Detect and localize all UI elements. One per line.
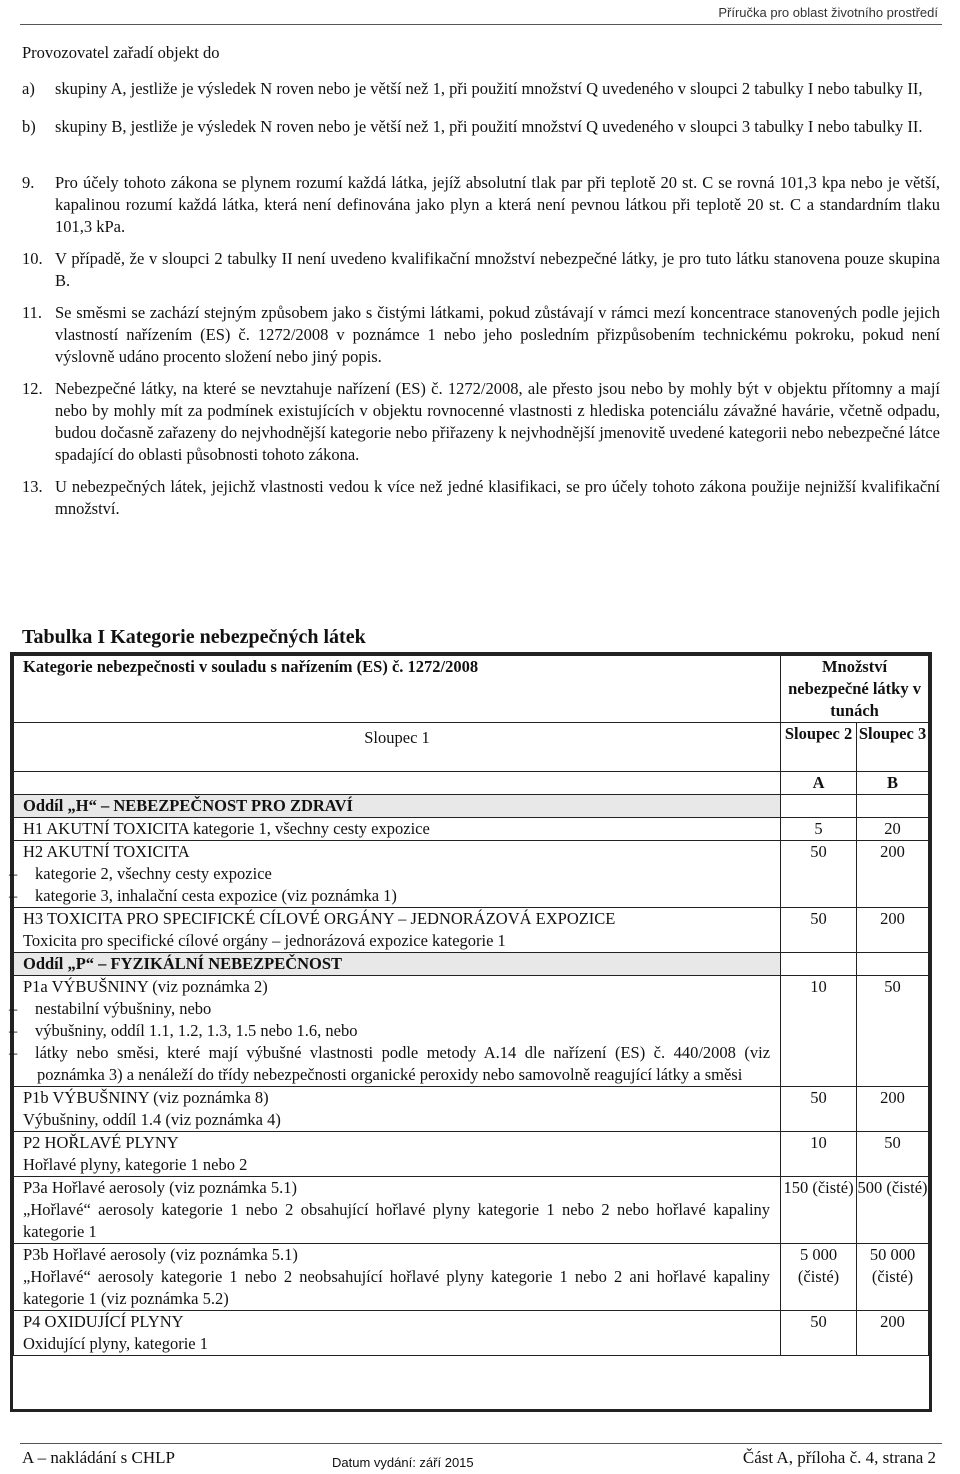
quantity-column-b: 50: [857, 976, 929, 1087]
column-1-label: Sloupec 1: [14, 723, 781, 772]
quantity-column-b: 50 000 (čisté): [857, 1244, 929, 1311]
item-marker: 12.: [22, 379, 43, 398]
table-header-row: [14, 656, 929, 723]
category-line: H1 AKUTNÍ TOXICITA kategorie 1, všechny cesty expozice: [23, 819, 430, 838]
dash-bullet: –: [9, 864, 18, 883]
quantity-column-b: 20: [857, 818, 929, 841]
category-cell: [14, 1244, 781, 1311]
category-cell: [14, 1177, 781, 1244]
table-header-label: Kategorie nebezpečnosti v souladu s nařízením (ES) č. 1272/2008: [14, 656, 781, 723]
dash-bullet: –: [9, 1043, 18, 1062]
table-header-unit: Množství nebezpečné látky v tunách: [781, 656, 929, 723]
category-cell: [9, 976, 781, 1087]
table-row: [14, 818, 929, 841]
quantity-column-a: 10: [781, 976, 857, 1087]
table-ab-row: [14, 772, 929, 795]
category-cell: [14, 908, 781, 953]
table-section-row: [14, 795, 929, 818]
table-row: [14, 1087, 929, 1132]
dash-text: výbušniny, oddíl 1.1, 1.2, 1.3, 1.5 nebo 1.6, nebo: [35, 1021, 358, 1040]
ab-row-blank: [14, 772, 781, 795]
column-a-label: A: [781, 772, 857, 795]
category-line: Toxicita pro specifické cílové orgány – jednorázová expozice kategorie 1: [23, 931, 506, 950]
item-text: skupiny B, jestliže je výsledek N roven nebo je větší než 1, při použití množství Q uvedeného v sloupci 3 tabulky I nebo tabulky II.: [55, 117, 923, 136]
table-row: [14, 1311, 929, 1356]
category-cell: [14, 1311, 781, 1356]
quantity-column-b: 500 (čisté): [857, 1177, 929, 1244]
dash-text: látky nebo směsi, které mají výbušné vlastnosti podle metody A.14 dle nařízení (ES) č. 440/2008 (viz poznámka 3) a nenáleží do třídy nebezpečnosti organické peroxidy nebo samovolně reagující látky a směsi: [35, 1043, 771, 1084]
quantity-column-a: 5: [781, 818, 857, 841]
category-line: H3 TOXICITA PRO SPECIFICKÉ CÍLOVÉ ORGÁNY – JEDNORÁZOVÁ EXPOZICE: [23, 909, 616, 928]
table-row: [14, 1177, 929, 1244]
table-row: [14, 1244, 929, 1311]
category-line: „Hořlavé“ aerosoly kategorie 1 nebo 2 neobsahující hořlavé plyny kategorie 1 nebo 2 ani hořlavé kapaliny kategorie 1 (viz poznámka 5.2): [23, 1267, 771, 1308]
table-section-row: [14, 953, 929, 976]
quantity-column-a: 50: [781, 1311, 857, 1356]
footer-left: A – nakládání s CHLP: [22, 1448, 175, 1467]
item-marker: 13.: [22, 477, 43, 496]
category-line: P3b Hořlavé aerosoly (viz poznámka 5.1): [23, 1245, 298, 1264]
dash-text: kategorie 2, všechny cesty expozice: [35, 864, 272, 883]
category-cell: [14, 1087, 781, 1132]
item-text: V případě, že v sloupci 2 tabulky II není uvedeno kvalifikační množství nebezpečné látky, je pro tuto látku stanovena pouze skupina B.: [55, 249, 940, 290]
table-title: Tabulka I Kategorie nebezpečných látek: [22, 626, 366, 648]
category-dash-line: [9, 1020, 770, 1042]
table-row: [14, 908, 929, 953]
category-dash-line: [9, 1042, 771, 1086]
column-2-label: Sloupec 2: [781, 723, 857, 772]
page-header-title: Příručka pro oblast životního prostředí: [718, 5, 938, 20]
quantity-column-b: 200: [857, 841, 929, 908]
numbered-item: [22, 476, 940, 520]
footer-page-info: Část A, příloha č. 4, strana 2: [742, 1448, 936, 1467]
quantity-column-a: 10: [781, 1132, 857, 1177]
category-line: P3a Hořlavé aerosoly (viz poznámka 5.1): [23, 1178, 297, 1197]
section-blank: [781, 795, 857, 818]
category-cell: [14, 1132, 781, 1177]
quantity-column-a: 50: [781, 908, 857, 953]
section-blank: [781, 953, 857, 976]
footer-date: Datum vydání: září 2015: [332, 1455, 474, 1470]
quantity-column-a: 50: [781, 1087, 857, 1132]
footer-divider: [20, 1443, 942, 1444]
header-divider: [20, 24, 942, 25]
item-text: U nebezpečných látek, jejichž vlastnosti vedou k více než jedné klasifikaci, se pro účely tohoto zákona použije nejnižší kvalifikační množství.: [55, 477, 940, 518]
section-blank: [857, 795, 929, 818]
item-text: Se směsmi se zachází stejným způsobem jako s čistými látkami, pokud zůstávají v rámci mezí koncentrace stanovených podle jejich vlastností nařízením (ES) č. 1272/2008 v poznámce 1 nebo jeho posledním přizpůsobením technickému pokroku, pokud není výslovně udáno procento složení nebo jiný popis.: [55, 303, 940, 366]
section-label: Oddíl „H“ – NEBEZPEČNOST PRO ZDRAVÍ: [14, 795, 781, 818]
dash-text: kategorie 3, inhalační cesta expozice (viz poznámka 1): [35, 886, 397, 905]
category-line: P4 OXIDUJÍCÍ PLYNY: [23, 1312, 184, 1331]
item-marker: 10.: [22, 249, 43, 268]
category-line: Výbušniny, oddíl 1.4 (viz poznámka 4): [23, 1110, 281, 1129]
numbered-item: [22, 378, 940, 466]
lettered-item: [22, 116, 940, 138]
category-line: Hořlavé plyny, kategorie 1 nebo 2: [23, 1155, 248, 1174]
category-line: Oxidující plyny, kategorie 1: [23, 1334, 208, 1353]
quantity-column-a: 5 000 (čisté): [781, 1244, 857, 1311]
quantity-column-b: 50: [857, 1132, 929, 1177]
dash-text: nestabilní výbušniny, nebo: [35, 999, 212, 1018]
numbered-item: [22, 248, 940, 292]
table-row: [14, 841, 929, 908]
quantity-column-a: 150 (čisté): [781, 1177, 857, 1244]
table-row: [14, 1132, 929, 1177]
item-marker: 11.: [22, 303, 43, 322]
category-line: „Hořlavé“ aerosoly kategorie 1 nebo 2 obsahující hořlavé plyny kategorie 1 nebo 2 nebo hořlavé kapaliny kategorie 1: [23, 1200, 771, 1241]
table-row: [14, 976, 929, 1087]
dash-bullet: –: [9, 1021, 18, 1040]
lettered-item: [22, 78, 940, 100]
category-dash-line: [9, 998, 770, 1020]
item-marker: a): [22, 79, 35, 98]
item-text: Pro účely tohoto zákona se plynem rozumí každá látka, jejíž absolutní tlak par při teplotě 20 st. C se rovná 101,3 kpa nebo je větší, kapalinou rozumí každá látka, která není definována jako plyn a která není pevnou látkou při teplotě 20 st. C a standardním tlaku 101,3 kPa.: [55, 173, 940, 236]
table-column-row: [14, 723, 929, 772]
category-dash-line: [9, 885, 770, 907]
quantity-column-b: 200: [857, 1311, 929, 1356]
category-cell: [9, 841, 781, 908]
column-b-label: B: [857, 772, 929, 795]
numbered-item: [22, 172, 940, 238]
column-3-label: Sloupec 3: [857, 723, 929, 772]
quantity-column-a: 50: [781, 841, 857, 908]
body-text: [22, 42, 940, 530]
category-cell: [14, 818, 781, 841]
category-line: P2 HOŘLAVÉ PLYNY: [23, 1133, 179, 1152]
section-blank: [857, 953, 929, 976]
category-line: P1a VÝBUŠNINY (viz poznámka 2): [23, 977, 268, 996]
item-text: Nebezpečné látky, na které se nevztahuje nařízení (ES) č. 1272/2008, ale přesto jsou nebo by mohly být v objektu přítomny a mají nebo by mohly mít za podmínek existujících v objektu rovnocenné vlastnosti z hlediska potenciálu závažné havárie, včetně odpadu, budou dočasně zařazeny do nejvhodnější kategorie nebo přiřazeny k nejvhodnější jmenovitě uvedené kategorii nebo nebezpečné látce spadající do oblasti působnosti tohoto zákona.: [55, 379, 940, 464]
numbered-item: [22, 302, 940, 368]
item-text: skupiny A, jestliže je výsledek N roven nebo je větší než 1, při použití množství Q uvedeného v sloupci 2 tabulky I nebo tabulky II,: [55, 79, 923, 98]
item-marker: 9.: [22, 173, 35, 192]
dash-bullet: –: [9, 999, 18, 1018]
item-marker: b): [22, 117, 36, 136]
lettered-list: [22, 78, 940, 138]
category-line: H2 AKUTNÍ TOXICITA: [23, 842, 190, 861]
category-line: P1b VÝBUŠNINY (viz poznámka 8): [23, 1088, 269, 1107]
quantity-column-b: 200: [857, 908, 929, 953]
category-table: [10, 652, 932, 1412]
intro-paragraph: Provozovatel zařadí objekt do: [22, 43, 220, 62]
section-label: Oddíl „P“ – FYZIKÁLNÍ NEBEZPEČNOST: [14, 953, 781, 976]
dash-bullet: –: [9, 886, 18, 905]
quantity-column-b: 200: [857, 1087, 929, 1132]
numbered-list: [22, 172, 940, 520]
category-dash-line: [9, 863, 770, 885]
